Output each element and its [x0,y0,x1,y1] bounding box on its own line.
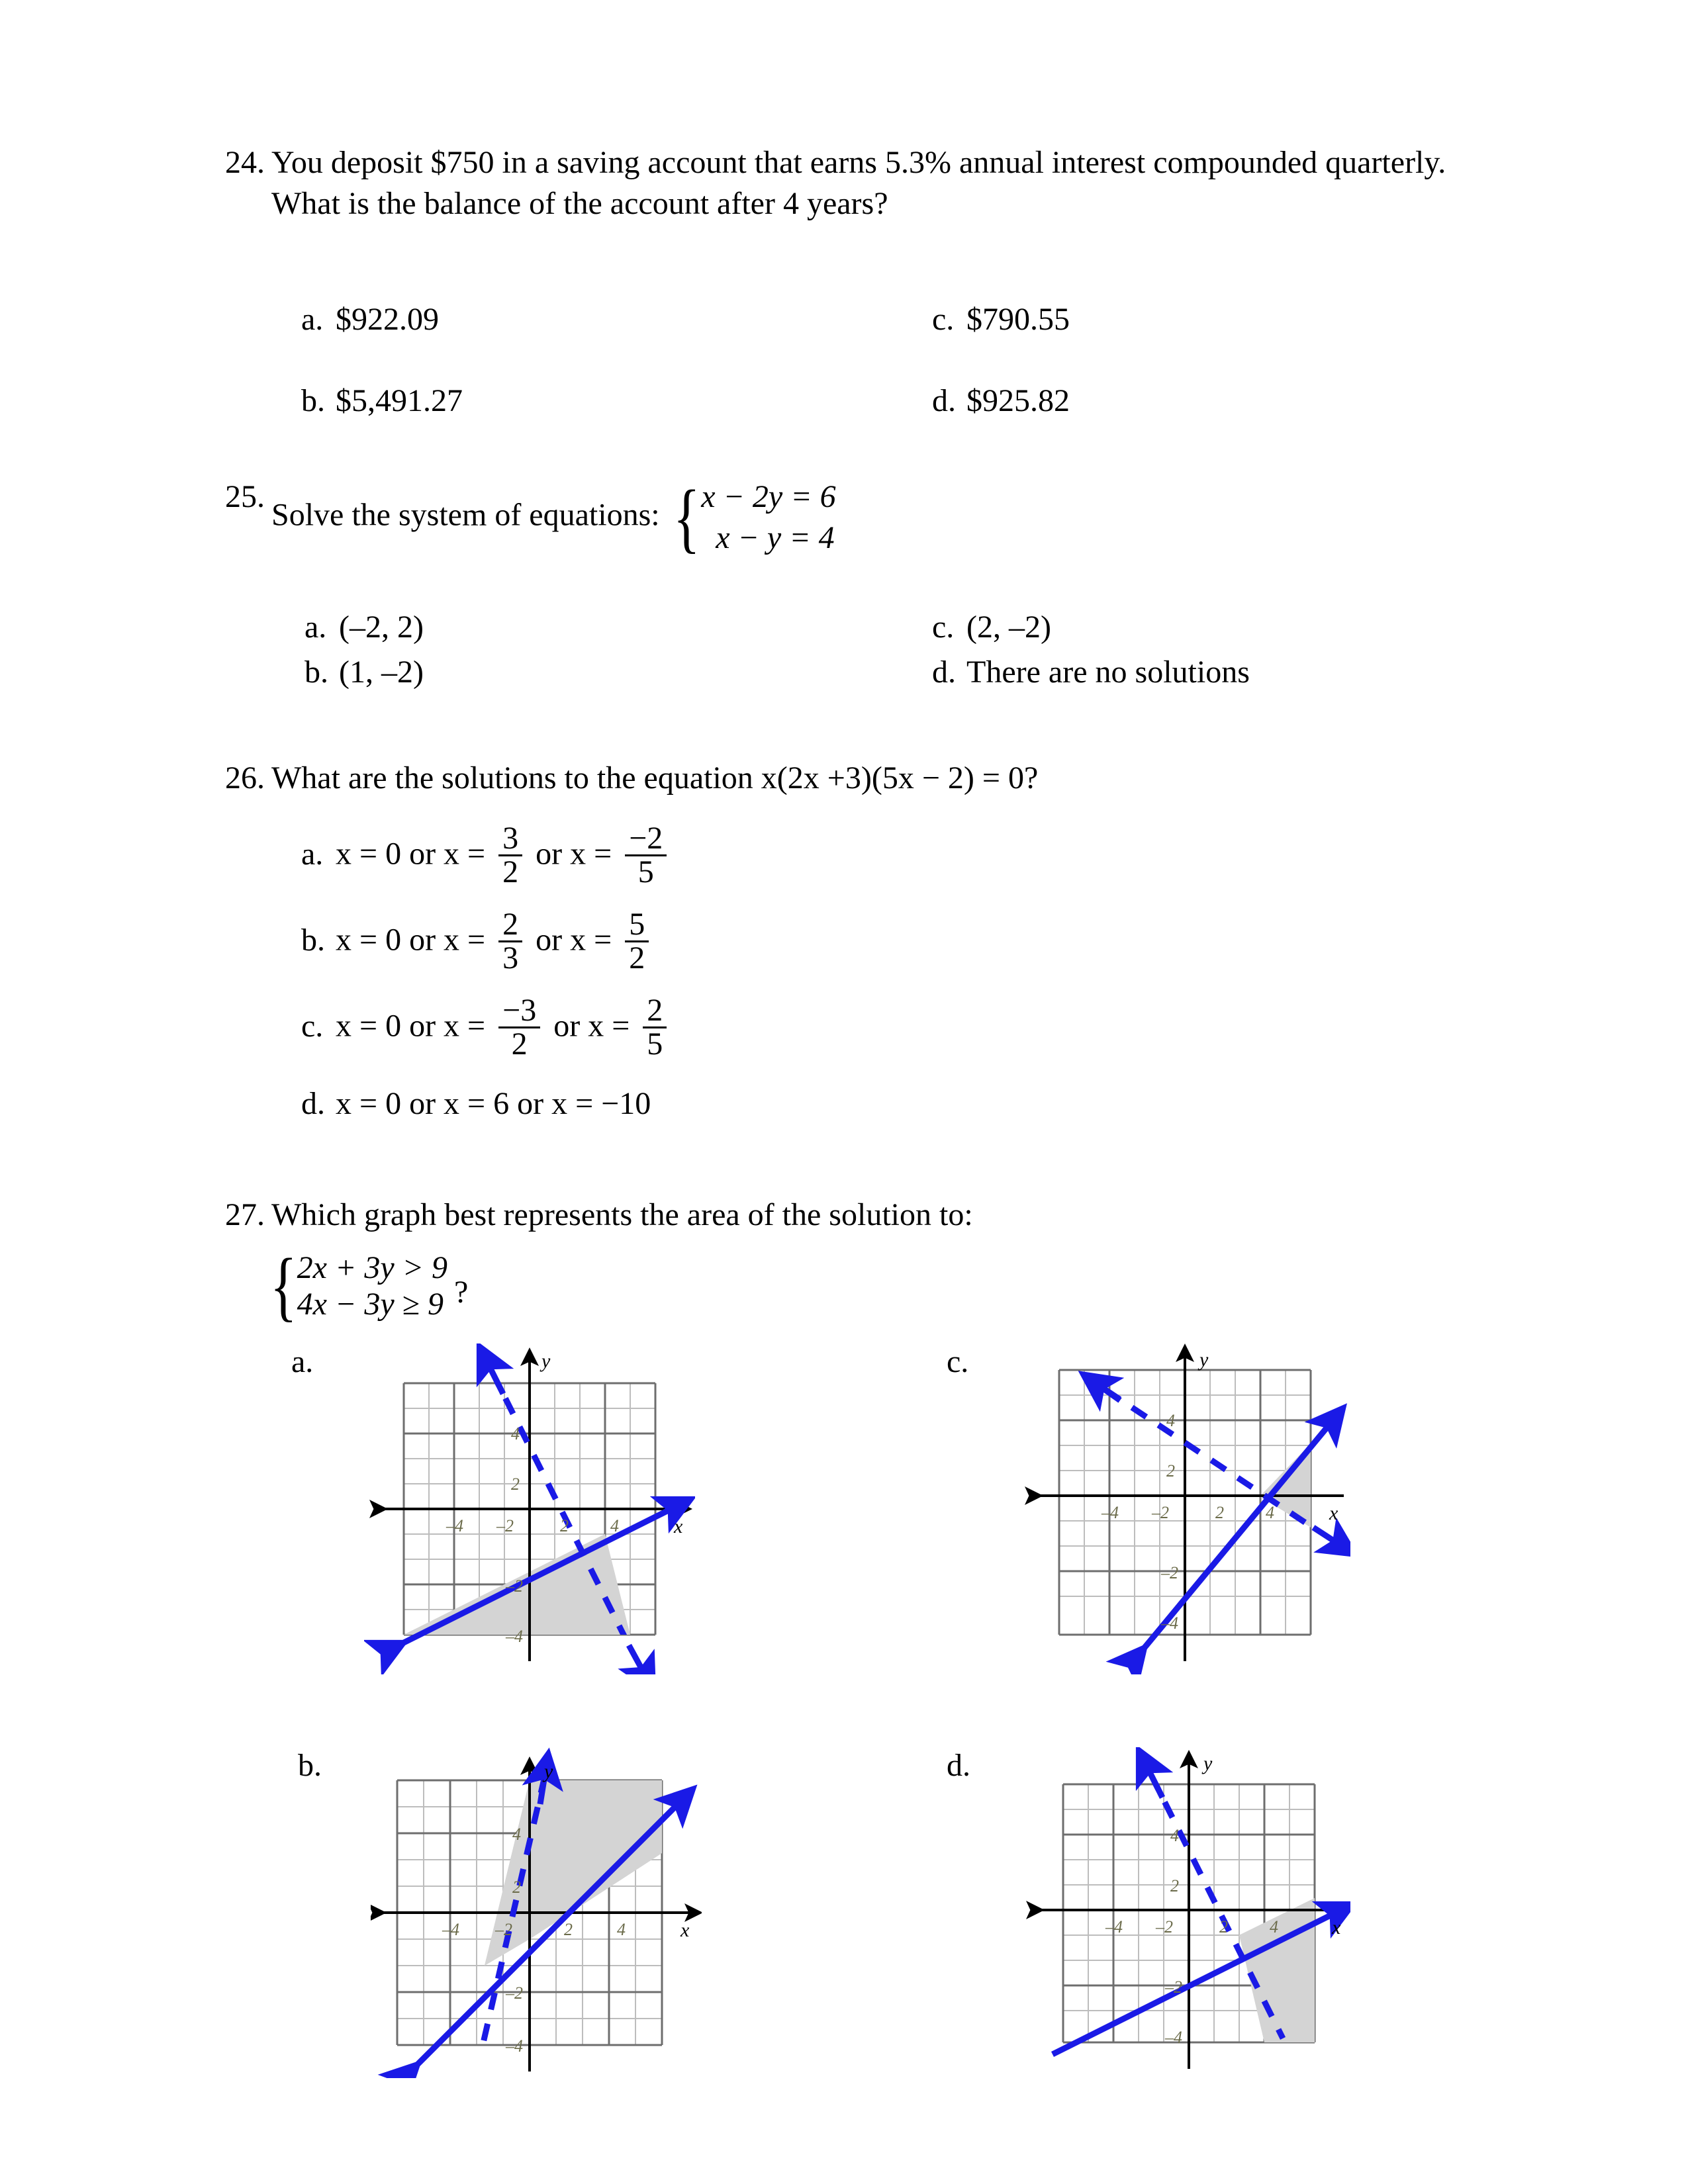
choice-letter: a. [301,836,324,872]
svg-text:–2: –2 [1161,1563,1178,1582]
svg-text:4: 4 [1166,1411,1175,1430]
graph-d-letter: d. [947,1748,970,1783]
choice-letter: d. [301,1086,325,1121]
svg-text:–4: –4 [1161,1614,1178,1633]
choice-prefix: x = 0 or x = [336,922,494,958]
graph-b-letter: b. [298,1748,322,1783]
choice-text: $922.09 [336,302,439,337]
x-axis-label: x [674,1516,683,1537]
question-25-stem: Solve the system of equations: [271,497,660,533]
choice-mid: or x = [528,922,620,958]
question-26-choice-d[interactable] [301,1085,651,1122]
svg-text:–4: –4 [1165,2028,1182,2047]
shaded-solution-region [1239,1890,1331,2042]
y-axis-label: y [1203,1752,1213,1774]
svg-text:2: 2 [1170,1876,1179,1895]
question-26-choice-a[interactable] [301,821,672,889]
x-axis-label: x [680,1919,690,1941]
choice-letter: b. [305,655,328,690]
x-axis-label: x [1329,1502,1338,1524]
question-27-system [265,1242,469,1330]
question-24-stem: You deposit $750 in a saving account that earns 5.3% annual interest compounded quarterly. What is the balance of the account after 4 years? [271,145,1446,222]
svg-text:4: 4 [512,1825,521,1844]
svg-text:2: 2 [512,1878,521,1897]
question-24-choice-d[interactable] [932,383,1070,419]
fraction-5-over-2: $\frac{5}{2}$ [625,909,649,974]
question-24-choice-b[interactable] [301,383,463,419]
choice-text: x = 0 or x = 6 or x = −10 [336,1086,651,1121]
svg-text:4: 4 [511,1424,520,1443]
fraction-neg2-over-5: $\frac{-2}{5}$ [625,823,667,888]
svg-text:2: 2 [564,1920,573,1939]
question-27-stem: Which graph best represents the area of the solution to: [271,1197,973,1232]
choice-prefix: x = 0 or x = [336,1008,494,1044]
question-25 [185,474,1575,561]
y-axis-label: y [541,1350,551,1372]
dashed-line-arrow-bottom [629,1645,645,1674]
choice-letter: c. [932,302,955,337]
svg-text:–4: –4 [442,1920,459,1939]
question-26 [185,758,1575,799]
svg-text:–4: –4 [506,1627,523,1646]
svg-text:4: 4 [1170,1826,1179,1845]
question-24-number: 24. [225,145,265,180]
system-question-mark: ? [454,1275,469,1310]
svg-text:2: 2 [511,1475,520,1494]
svg-text:–4: –4 [1105,1917,1123,1936]
svg-text:–2: –2 [1152,1503,1169,1522]
choice-text: (–2, 2) [339,610,424,645]
question-24 [185,142,1509,225]
graph-c-svg [1019,1343,1350,1674]
choice-text: There are no solutions [966,655,1250,690]
question-26-stem: What are the solutions to the equation x(2x +3)(5x − 2) = 0? [271,760,1039,796]
choice-text: $5,491.27 [336,383,463,418]
choice-letter: c. [301,1008,324,1044]
choice-letter: a. [301,302,324,337]
graph-c-letter: c. [947,1344,969,1379]
choice-letter: c. [932,610,955,645]
svg-text:–2: –2 [1165,1978,1182,1997]
question-25-number: 25. [225,479,265,514]
dashed-line-arrow-top [1147,1766,1162,1797]
question-25-choice-a[interactable] [305,609,424,645]
question-25-choice-c[interactable] [932,609,1051,645]
svg-text:4: 4 [610,1516,619,1535]
svg-text:–4: –4 [446,1516,463,1535]
choice-letter: d. [932,383,956,418]
question-26-choice-b[interactable] [301,907,654,976]
question-26-number: 26. [225,760,265,796]
graph-choice-b[interactable] [298,1747,702,2078]
graph-choice-c[interactable] [947,1343,1350,1674]
question-27-number: 27. [225,1197,265,1232]
svg-text:4: 4 [1270,1917,1278,1936]
svg-text:–2: –2 [496,1516,514,1535]
choice-text: (2, –2) [966,610,1051,645]
fraction-2-over-3: $\frac{2}{3}$ [498,909,522,974]
svg-text:2: 2 [560,1516,569,1535]
y-axis-label: y [1199,1349,1209,1371]
system-brace-icon: { [269,1242,297,1330]
svg-text:4: 4 [1266,1503,1274,1522]
question-25-choice-d[interactable] [932,654,1250,690]
graph-b-svg [371,1747,702,2078]
question-24-choice-c[interactable] [932,301,1070,338]
choice-letter: d. [932,655,956,690]
inequality-2: 4x − 3y ≥ 9 [297,1287,444,1322]
choice-text: $925.82 [966,383,1070,418]
dashed-line-arrow-downright [1313,1527,1340,1545]
question-25-choice-b[interactable] [305,654,424,690]
svg-text:4: 4 [617,1920,626,1939]
graph-choice-d[interactable] [947,1747,1350,2078]
system-equation-1: x − 2y = 6 [701,479,836,514]
graph-choice-a[interactable] [291,1343,695,1674]
question-27 [185,1195,1575,1236]
svg-text:–2: –2 [1156,1917,1173,1936]
system-equation-2: x − y = 4 [716,520,835,556]
graph-d-svg [1019,1747,1350,2078]
fraction-3-over-2: $\frac{3}{2}$ [498,823,522,888]
choice-letter: a. [305,610,327,645]
svg-text:2: 2 [1215,1503,1224,1522]
question-24-choice-a[interactable] [301,301,439,338]
graph-a-svg [364,1343,695,1674]
graph-a-letter: a. [291,1344,314,1379]
svg-text:–2: –2 [506,1576,523,1596]
dashed-line-arrow-top [487,1362,503,1394]
axes [377,1358,682,1661]
choice-prefix: x = 0 or x = [336,836,494,872]
inequality-1: 2x + 3y > 9 [297,1250,448,1285]
system-brace-icon: { [673,474,700,561]
svg-text:–2: –2 [506,1983,523,2003]
svg-text:–4: –4 [506,2036,523,2056]
choice-mid: or x = [528,836,620,872]
svg-text:2: 2 [1219,1917,1228,1936]
svg-text:–4: –4 [1102,1503,1119,1522]
svg-text:2: 2 [1166,1461,1175,1480]
question-25-system [701,477,835,559]
choice-text: $790.55 [966,302,1070,337]
choice-letter: b. [301,922,325,958]
choice-letter: b. [301,383,325,418]
choice-text: (1, –2) [339,655,424,690]
fraction-neg3-over-2: $\frac{-3}{2}$ [498,995,540,1060]
fraction-2-over-5: $\frac{2}{5}$ [643,995,667,1060]
choice-mid: or x = [545,1008,638,1044]
x-axis-label: x [1332,1917,1341,1938]
question-26-choice-c[interactable] [301,993,672,1062]
svg-text:–2: –2 [495,1920,512,1939]
y-axis-label: y [544,1760,553,1782]
